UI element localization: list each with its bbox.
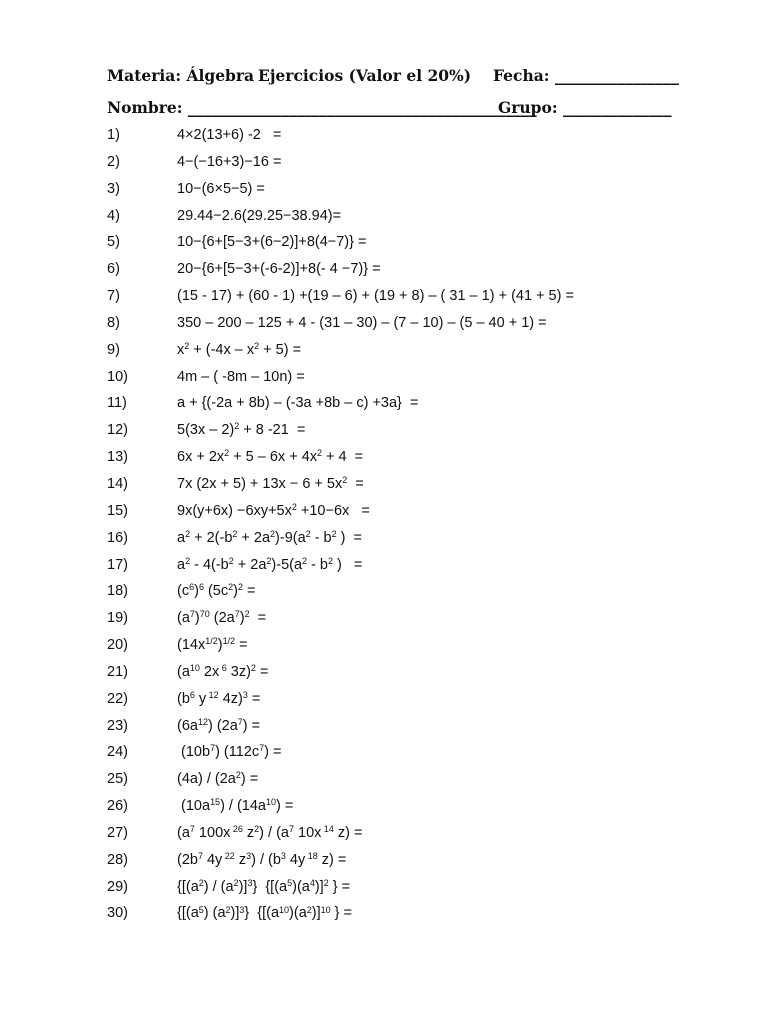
name-field: Nombre: _____________________________________________ bbox=[107, 98, 537, 117]
exercise-number: 3) bbox=[107, 180, 120, 197]
exercise-number: 5) bbox=[107, 234, 120, 251]
exercises-title: Ejercicios (Valor el 20%) bbox=[258, 66, 472, 85]
exercise-number: 2) bbox=[107, 153, 120, 170]
exercise-expression: ($a^{10}$ 2x $^6$ 3z)$^2$ = bbox=[177, 662, 269, 680]
exercise-expression: $a^2 + 2(-b^2 + 2a^2)-9(a^2 - b^2$ ) = bbox=[177, 528, 363, 546]
exercise-row bbox=[0, 127, 768, 154]
exercise-number: 11) bbox=[107, 395, 127, 412]
subject-label: Materia: Álgebra bbox=[107, 66, 255, 85]
exercise-number: 10) bbox=[107, 368, 128, 385]
exercise-row bbox=[0, 825, 768, 852]
exercise-expression: $(10a^{15}) / (14a^{10})$ = bbox=[177, 797, 294, 815]
exercise-number: 13) bbox=[107, 449, 128, 466]
exercise-number: 21) bbox=[107, 663, 128, 680]
exercise-row bbox=[0, 342, 768, 369]
exercise-row bbox=[0, 744, 768, 771]
exercise-number: 19) bbox=[107, 610, 128, 627]
exercise-row bbox=[0, 181, 768, 208]
exercise-number: 14) bbox=[107, 475, 128, 492]
exercise-row bbox=[0, 208, 768, 235]
exercise-expression: a + {(-2a + 8b) – (-3a +8b – c) +3a} = bbox=[177, 395, 419, 412]
exercise-row bbox=[0, 395, 768, 422]
exercise-expression: 5(3x – 2)$^2$ + 8 -21 = bbox=[177, 421, 306, 439]
exercise-row bbox=[0, 852, 768, 879]
exercise-number: 25) bbox=[107, 771, 128, 788]
exercise-expression: (15 - 17) + (60 - 1) +(19 – 6) + (19 + 8) – ( 31 – 1) + (41 + 5) = bbox=[177, 288, 574, 305]
exercise-row bbox=[0, 557, 768, 584]
exercise-expression: $(c^6)^6$ $(5c^2)^2$ = bbox=[177, 582, 256, 600]
exercise-row bbox=[0, 771, 768, 798]
exercise-number: 28) bbox=[107, 851, 128, 868]
exercise-row bbox=[0, 315, 768, 342]
exercise-number: 7) bbox=[107, 288, 120, 305]
exercise-number: 20) bbox=[107, 637, 128, 654]
exercise-row bbox=[0, 422, 768, 449]
exercise-expression: 29.44−2.6(29.25−38.94)= bbox=[177, 207, 342, 224]
exercise-expression: 4×2(13+6) -2 = bbox=[177, 127, 282, 143]
exercise-expression: $(10b^7) (112c^7)$ = bbox=[177, 743, 282, 761]
exercise-expression: $6x + 2x^2 + 5 - 6x + 4x^2 + 4$ = bbox=[177, 448, 364, 466]
exercise-number: 24) bbox=[107, 744, 128, 761]
exercise-row bbox=[0, 154, 768, 181]
exercise-number: 30) bbox=[107, 905, 128, 922]
exercise-row bbox=[0, 503, 768, 530]
exercise-row bbox=[0, 718, 768, 745]
exercise-number: 12) bbox=[107, 422, 128, 439]
exercise-row bbox=[0, 664, 768, 691]
exercise-number: 16) bbox=[107, 529, 128, 546]
exercise-row bbox=[0, 449, 768, 476]
exercise-list bbox=[0, 127, 768, 932]
exercise-row bbox=[0, 369, 768, 396]
exercise-row bbox=[0, 691, 768, 718]
exercise-row bbox=[0, 530, 768, 557]
exercise-number: 17) bbox=[107, 556, 128, 573]
exercise-number: 22) bbox=[107, 690, 128, 707]
exercise-expression: $(4a) / (2a^2)$ = bbox=[177, 770, 259, 788]
exercise-expression: $x^2 + (-4x - x^2 + 5)$ = bbox=[177, 340, 302, 358]
exercise-expression: $a^2 - 4(-b^2 + 2a^2)-5(a^2 - b^2$ ) = bbox=[177, 555, 363, 573]
exercise-row bbox=[0, 879, 768, 906]
exercise-expression: 7x $(2x + 5) + 13x - 6 + 5x^2$ = bbox=[177, 475, 364, 492]
exercise-expression: ($b^6$ y $^{12}$ 4z)$^3$ = bbox=[177, 689, 261, 707]
exercise-number: 9) bbox=[107, 341, 120, 358]
exercise-number: 23) bbox=[107, 717, 128, 734]
exercise-expression: 10−{6+[5−3+(6−2)]+8(4−7)} = bbox=[177, 234, 367, 251]
exercise-expression: ($a^7$ 100x $^{26}$ $z^2) / (a^7$ 10x $^{14}$ z) = bbox=[177, 824, 363, 841]
date-field: Fecha: ________________ bbox=[493, 66, 679, 85]
exercise-number: 29) bbox=[107, 878, 128, 895]
exercise-number: 27) bbox=[107, 824, 128, 841]
exercise-expression: 4−(−16+3)−16 = bbox=[177, 153, 282, 170]
exercise-expression: 10−(6×5−5) = bbox=[177, 180, 265, 197]
exercise-row bbox=[0, 288, 768, 315]
exercise-row bbox=[0, 905, 768, 932]
exercise-number: 6) bbox=[107, 261, 120, 278]
exercise-expression: 350 – 200 – 125 + 4 - (31 – 30) – (7 – 10) – (5 – 40 + 1) = bbox=[177, 314, 547, 331]
exercise-expression: $(6a^{12}) (2a^7)$ = bbox=[177, 716, 261, 734]
group-field: Grupo: ______________ bbox=[498, 98, 672, 117]
exercise-row bbox=[0, 637, 768, 664]
exercise-expression: 4m – ( -8m – 10n) = bbox=[177, 368, 305, 385]
exercise-row bbox=[0, 610, 768, 637]
exercise-number: 1) bbox=[107, 127, 120, 143]
exercise-expression: $\{[(a^2) / (a^2)]^3\}$ {$[(a^5)(a^4)]^2$ } = bbox=[177, 877, 351, 895]
exercise-expression: {[$(a^5)$ $(a^2)]^3$} {$[(a^{10})(a^2)]^{10}$ } = bbox=[177, 904, 353, 922]
exercise-row bbox=[0, 261, 768, 288]
exercise-expression: ($2b^7$ 4y $^{22}$ $z^3) / (b^3$ 4y $^{18}$ z) = bbox=[177, 850, 347, 868]
exercise-expression: $9x(y+6x) -6xy+5x^2 +10-6x$ = bbox=[177, 501, 370, 519]
exercise-expression: 20−{6+[5−3+(-6-2)]+8(- 4 −7)} = bbox=[177, 261, 381, 278]
exercise-row bbox=[0, 234, 768, 261]
exercise-row bbox=[0, 583, 768, 610]
exercise-number: 26) bbox=[107, 798, 128, 815]
exercise-number: 15) bbox=[107, 502, 128, 519]
exercise-row bbox=[0, 476, 768, 503]
exercise-expression: $(14x^{1/2})^{1/2}$ = bbox=[177, 636, 248, 654]
exercise-expression: $(a^7)^{70}$ $(2a^7)^2$ = bbox=[177, 609, 267, 627]
exercise-number: 8) bbox=[107, 314, 120, 331]
exercise-number: 4) bbox=[107, 207, 120, 224]
exercise-row bbox=[0, 798, 768, 825]
exercise-number: 18) bbox=[107, 583, 128, 600]
